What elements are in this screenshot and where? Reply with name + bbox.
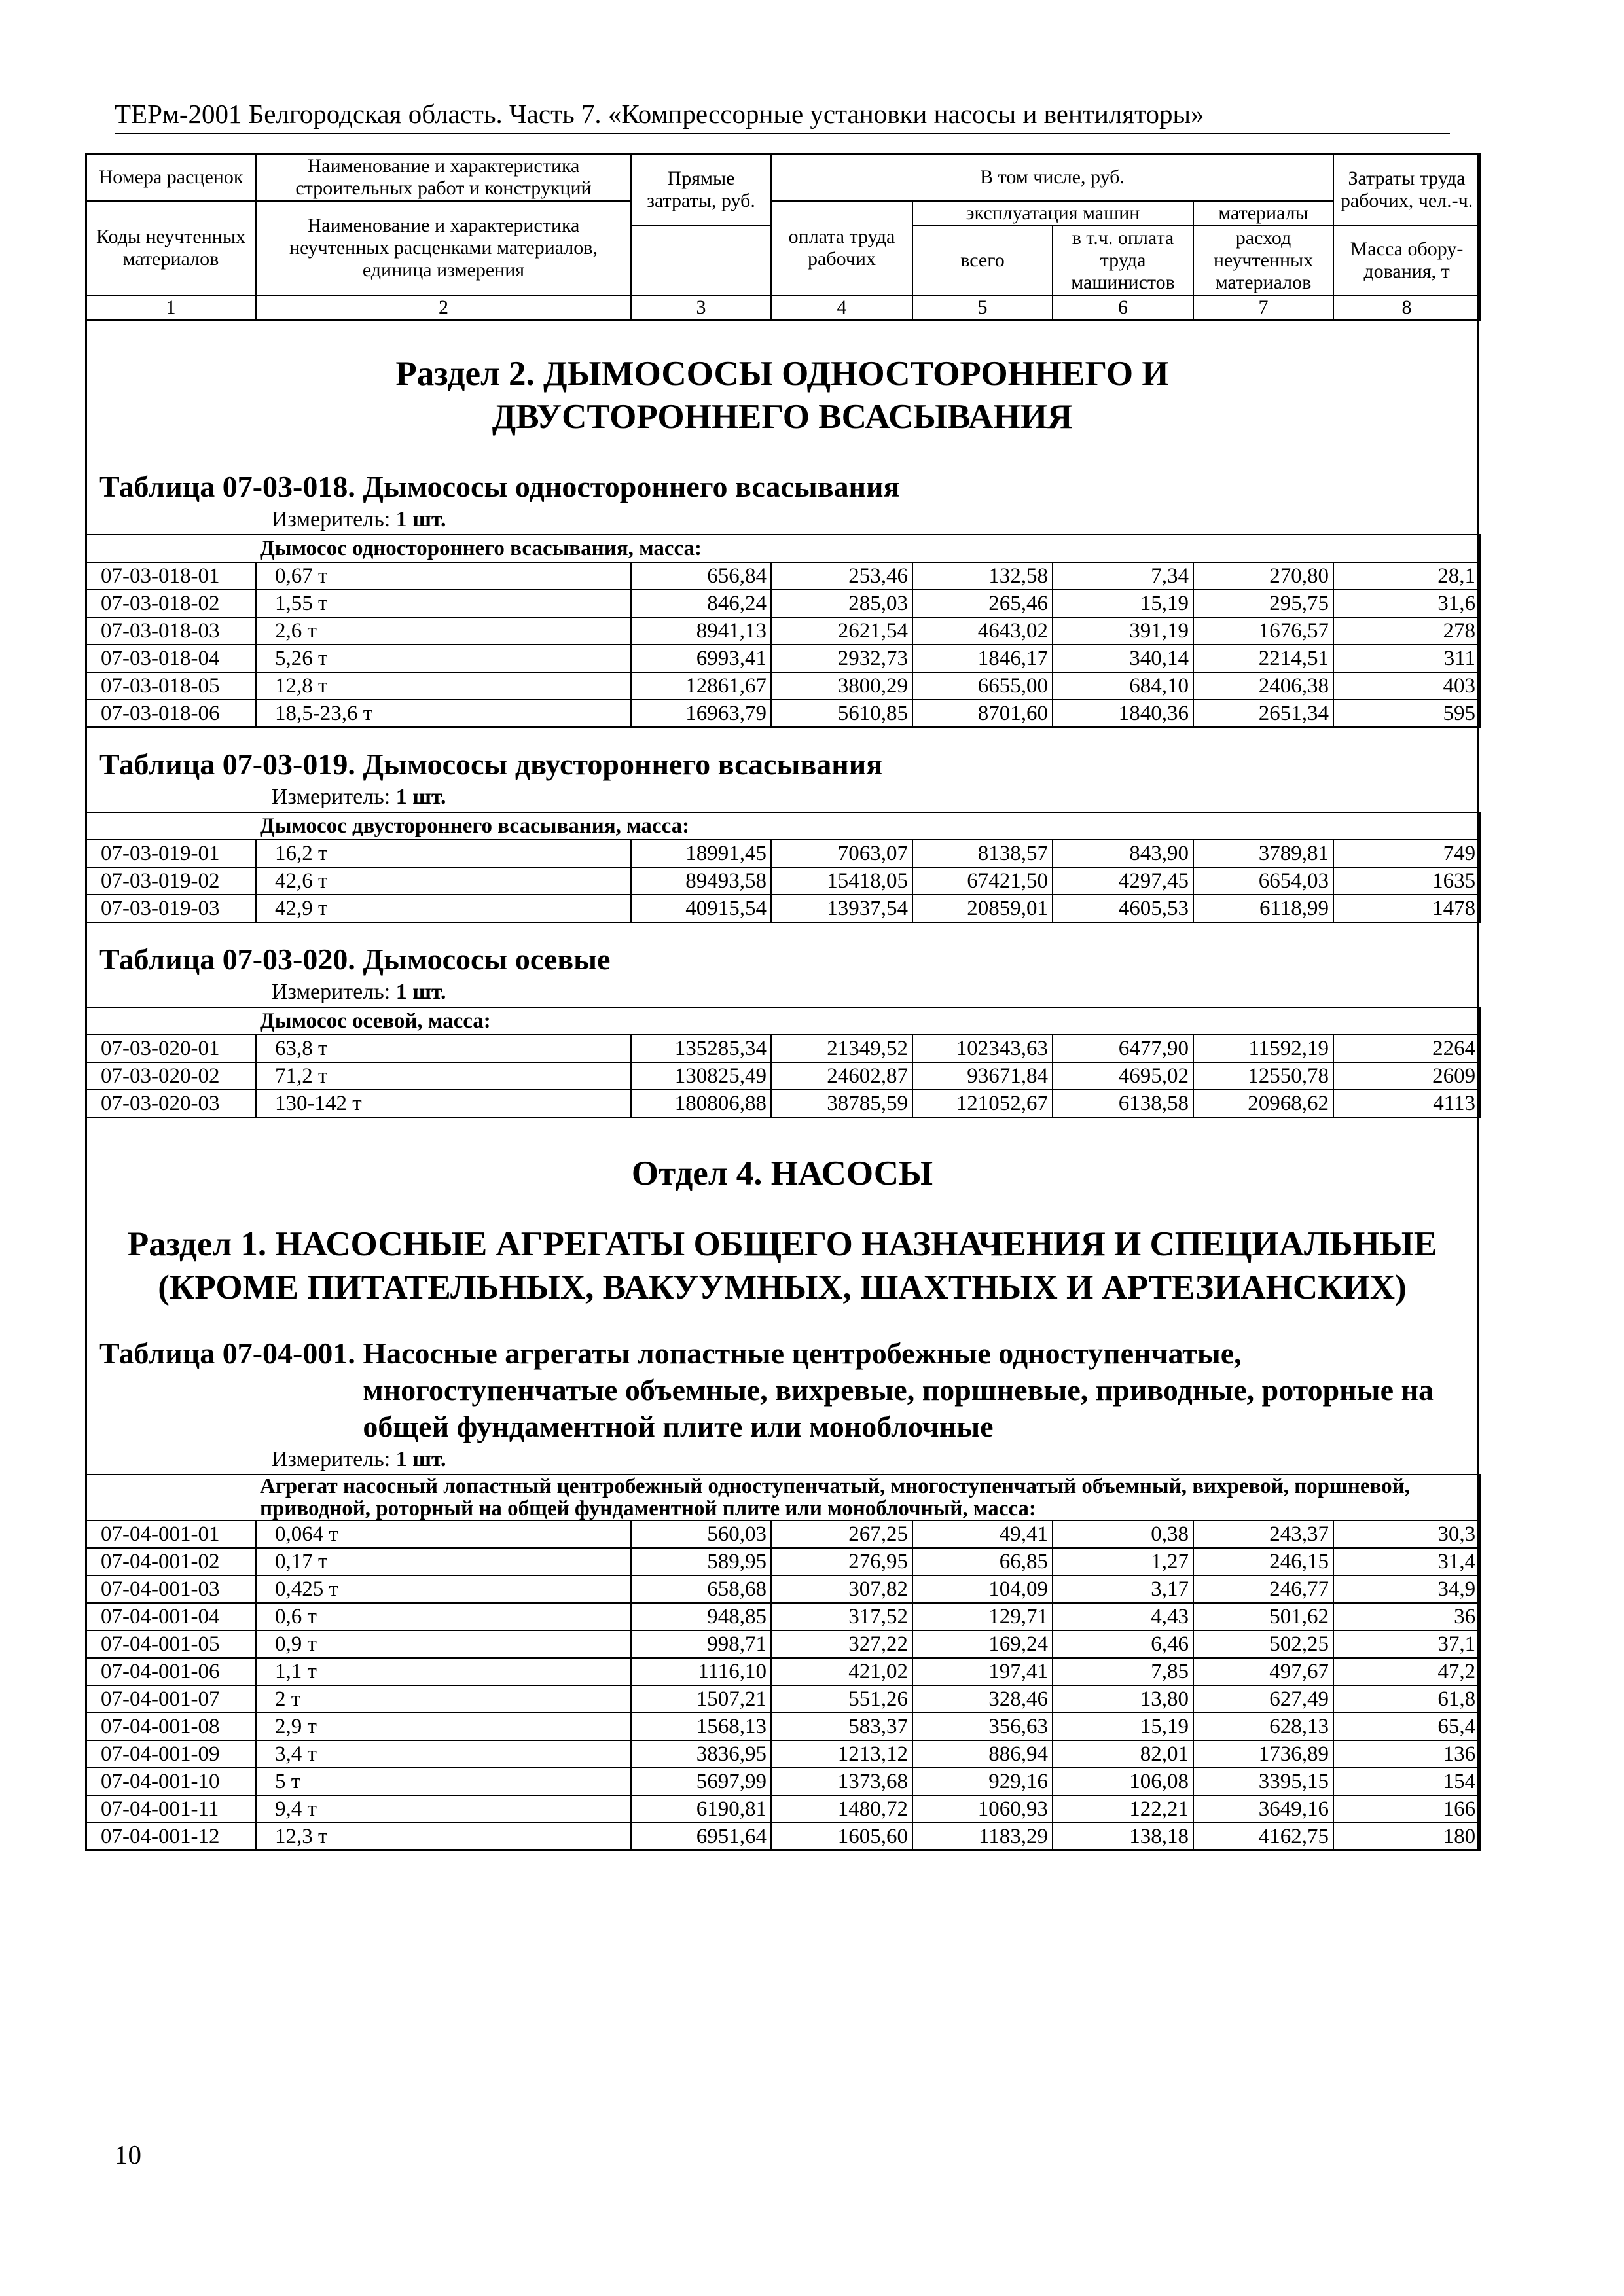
cell-c6: 13,80 — [1053, 1685, 1193, 1713]
table-row — [86, 1630, 1480, 1658]
col6-header: в т.ч. оплата труда машинистов — [1053, 226, 1193, 295]
cell-c4: 1213,12 — [771, 1740, 912, 1768]
machines-header: эксплуатация машин — [912, 201, 1193, 226]
cell-c6: 4605,53 — [1053, 895, 1193, 922]
cell-c7: 20968,62 — [1193, 1090, 1333, 1117]
cell-c5: 169,24 — [912, 1630, 1053, 1658]
cell-c4: 583,37 — [771, 1713, 912, 1740]
cell-code: 07-04-001-11 — [86, 1795, 256, 1823]
table-row — [86, 645, 1480, 672]
cell-code: 07-04-001-02 — [86, 1548, 256, 1575]
cell-c8: 278 — [1333, 617, 1480, 645]
cell-c7: 502,25 — [1193, 1630, 1333, 1658]
group-row-empty — [86, 812, 256, 840]
cell-c3: 16963,79 — [631, 700, 771, 727]
cell-c4: 7063,07 — [771, 840, 912, 867]
cell-c5: 121052,67 — [912, 1090, 1053, 1117]
cell-name: 2,9 т — [256, 1713, 631, 1740]
cell-c7: 627,49 — [1193, 1685, 1333, 1713]
unit-value: 1 шт. — [395, 507, 446, 531]
cell-c4: 276,95 — [771, 1548, 912, 1575]
cell-c5: 886,94 — [912, 1740, 1053, 1768]
cell-code: 07-04-001-07 — [86, 1685, 256, 1713]
cell-c3: 1568,13 — [631, 1713, 771, 1740]
unit-label: Измеритель: — [272, 1447, 391, 1471]
header-rule — [115, 133, 1450, 134]
cell-c7: 270,80 — [1193, 562, 1333, 590]
table-row — [86, 1685, 1480, 1713]
table-row — [86, 1520, 1480, 1548]
cell-name: 5,26 т — [256, 645, 631, 672]
table-row — [86, 895, 1480, 922]
cell-c5: 265,46 — [912, 590, 1053, 617]
cell-c4: 15418,05 — [771, 867, 912, 895]
cell-code: 07-03-018-05 — [86, 672, 256, 700]
group-label: Дымосос одностороннего всасывания, масса: — [260, 537, 702, 560]
cell-name: 5 т — [256, 1768, 631, 1795]
table-title — [85, 746, 1479, 783]
cell-c6: 4,43 — [1053, 1603, 1193, 1630]
cell-c5: 1846,17 — [912, 645, 1053, 672]
group-label-cell — [256, 812, 1480, 840]
cell-name: 12,3 т — [256, 1823, 631, 1850]
cell-name: 42,6 т — [256, 867, 631, 895]
cell-c7: 2406,38 — [1193, 672, 1333, 700]
cell-name: 1,55 т — [256, 590, 631, 617]
cell-c4: 5610,85 — [771, 700, 912, 727]
rates-table — [85, 1474, 1481, 1851]
section-title: Раздел 2. ДЫМОСОСЫ ОДНОСТОРОННЕГО И ДВУСТОРОННЕГО ВСАСЫВАНИЯ — [395, 355, 1169, 436]
cell-name: 12,8 т — [256, 672, 631, 700]
group-label: Агрегат насосный лопастный центробежный одноступенчатый, многоступенчатый объемный, вихревой, поршневой, приводной, роторный на общей фундаментной плите или моноблочный, масса: — [260, 1475, 1410, 1520]
cell-c5: 104,09 — [912, 1575, 1053, 1603]
table-row — [86, 617, 1480, 645]
cell-c6: 684,10 — [1053, 672, 1193, 700]
cell-c3: 6190,81 — [631, 1795, 771, 1823]
group-row — [86, 812, 1480, 840]
cell-name: 3,4 т — [256, 1740, 631, 1768]
cell-c6: 340,14 — [1053, 645, 1193, 672]
table-label: Таблица 07-03-020. — [99, 942, 355, 976]
table-row — [86, 672, 1480, 700]
cell-name: 71,2 т — [256, 1062, 631, 1090]
cell-code: 07-03-018-01 — [86, 562, 256, 590]
cell-c8: 34,9 — [1333, 1575, 1480, 1603]
table-row — [86, 1658, 1480, 1685]
col-number: 4 — [771, 295, 912, 320]
cell-c8: 36 — [1333, 1603, 1480, 1630]
table-row — [86, 1035, 1480, 1062]
col-number: 5 — [912, 295, 1053, 320]
cell-c3: 6993,41 — [631, 645, 771, 672]
table-label: Таблица 07-04-001. — [99, 1336, 355, 1370]
cell-c8: 154 — [1333, 1768, 1480, 1795]
unit-value: 1 шт. — [395, 785, 446, 809]
group-row — [86, 1475, 1480, 1520]
unit-label: Измеритель: — [272, 980, 391, 1004]
cell-c4: 13937,54 — [771, 895, 912, 922]
cell-c8: 180 — [1333, 1823, 1480, 1850]
cell-c4: 1480,72 — [771, 1795, 912, 1823]
cell-c8: 61,8 — [1333, 1685, 1480, 1713]
materials-header: материалы — [1193, 201, 1333, 226]
unit-label: Измеритель: — [272, 507, 391, 531]
table-row — [86, 1090, 1480, 1117]
cell-code: 07-04-001-03 — [86, 1575, 256, 1603]
cell-c6: 391,19 — [1053, 617, 1193, 645]
group-label: Дымосос осевой, масса: — [260, 1009, 491, 1033]
cell-code: 07-04-001-08 — [86, 1713, 256, 1740]
cell-c5: 929,16 — [912, 1768, 1053, 1795]
cell-c7: 3649,16 — [1193, 1795, 1333, 1823]
cell-code: 07-03-019-01 — [86, 840, 256, 867]
cell-name: 0,17 т — [256, 1548, 631, 1575]
cell-c3: 89493,58 — [631, 867, 771, 895]
unit-of-measure — [85, 505, 1479, 534]
cell-c3: 5697,99 — [631, 1768, 771, 1795]
cell-c8: 595 — [1333, 700, 1480, 727]
unit-of-measure — [85, 1445, 1479, 1474]
table-row — [86, 590, 1480, 617]
col-number: 6 — [1053, 295, 1193, 320]
cell-c4: 327,22 — [771, 1630, 912, 1658]
cell-c6: 122,21 — [1053, 1795, 1193, 1823]
table-label: Таблица 07-03-018. — [99, 470, 355, 503]
cell-c8: 37,1 — [1333, 1630, 1480, 1658]
cell-c5: 8701,60 — [912, 700, 1053, 727]
cell-name: 2 т — [256, 1685, 631, 1713]
cell-name: 0,9 т — [256, 1630, 631, 1658]
unit-value: 1 шт. — [395, 1447, 446, 1471]
table-row — [86, 1768, 1480, 1795]
cell-c8: 136 — [1333, 1740, 1480, 1768]
cell-c8: 749 — [1333, 840, 1480, 867]
cell-c5: 20859,01 — [912, 895, 1053, 922]
cell-c7: 6654,03 — [1193, 867, 1333, 895]
cell-name: 0,6 т — [256, 1603, 631, 1630]
group-label-cell — [256, 1007, 1480, 1035]
cell-c4: 38785,59 — [771, 1090, 912, 1117]
table-row — [86, 1713, 1480, 1740]
cell-c3: 1507,21 — [631, 1685, 771, 1713]
cell-c5: 102343,63 — [912, 1035, 1053, 1062]
cell-c4: 307,82 — [771, 1575, 912, 1603]
cell-c6: 82,01 — [1053, 1740, 1193, 1768]
cell-c7: 11592,19 — [1193, 1035, 1333, 1062]
table-row — [86, 1740, 1480, 1768]
table-row — [86, 1823, 1480, 1850]
cell-c5: 356,63 — [912, 1713, 1053, 1740]
column-header-table — [85, 153, 1481, 321]
cell-code: 07-04-001-06 — [86, 1658, 256, 1685]
cell-c6: 138,18 — [1053, 1823, 1193, 1850]
cell-c4: 3800,29 — [771, 672, 912, 700]
cell-c4: 24602,87 — [771, 1062, 912, 1090]
cell-c7: 628,13 — [1193, 1713, 1333, 1740]
group-row-empty — [86, 1007, 256, 1035]
table-row — [86, 1575, 1480, 1603]
col2-header-top: Наименование и характеристика строительных работ и конструкций — [256, 154, 631, 201]
cell-c7: 6118,99 — [1193, 895, 1333, 922]
cell-code: 07-04-001-04 — [86, 1603, 256, 1630]
group-row — [86, 1007, 1480, 1035]
cell-c6: 106,08 — [1053, 1768, 1193, 1795]
cell-c7: 3395,15 — [1193, 1768, 1333, 1795]
section-title: Раздел 1. НАСОСНЫЕ АГРЕГАТЫ ОБЩЕГО НАЗНАЧЕНИЯ И СПЕЦИАЛЬНЫЕ (КРОМЕ ПИТАТЕЛЬНЫХ, ВАКУУМНЫХ, ШАХТНЫХ И АРТЕЗИАНСКИХ) — [127, 1225, 1437, 1306]
col8-header-top: Затраты труда рабочих, чел.-ч. — [1333, 154, 1480, 226]
cell-code: 07-03-020-02 — [86, 1062, 256, 1090]
cell-c4: 285,03 — [771, 590, 912, 617]
cell-c6: 1,27 — [1053, 1548, 1193, 1575]
cell-c7: 3789,81 — [1193, 840, 1333, 867]
cell-c4: 317,52 — [771, 1603, 912, 1630]
cell-c3: 658,68 — [631, 1575, 771, 1603]
table-row — [86, 840, 1480, 867]
cell-c8: 166 — [1333, 1795, 1480, 1823]
cell-c3: 1116,10 — [631, 1658, 771, 1685]
cell-c4: 253,46 — [771, 562, 912, 590]
rates-table — [85, 1007, 1481, 1118]
cell-c5: 93671,84 — [912, 1062, 1053, 1090]
cell-code: 07-03-020-03 — [86, 1090, 256, 1117]
cell-c4: 1605,60 — [771, 1823, 912, 1850]
cell-c3: 846,24 — [631, 590, 771, 617]
cell-c3: 560,03 — [631, 1520, 771, 1548]
cell-c6: 15,19 — [1053, 1713, 1193, 1740]
cell-c8: 4113 — [1333, 1090, 1480, 1117]
cell-c6: 3,17 — [1053, 1575, 1193, 1603]
col1-header-top: Номера расценок — [86, 154, 256, 201]
col-number: 7 — [1193, 295, 1333, 320]
table-caption: Дымососы двустороннего всасывания — [363, 747, 883, 781]
table-title — [85, 469, 1479, 505]
cell-name: 0,064 т — [256, 1520, 631, 1548]
cell-c6: 7,34 — [1053, 562, 1193, 590]
table-row — [86, 1062, 1480, 1090]
cell-c5: 328,46 — [912, 1685, 1053, 1713]
col3-header-spacer — [631, 226, 771, 295]
cell-code: 07-03-018-02 — [86, 590, 256, 617]
cell-name: 16,2 т — [256, 840, 631, 867]
cell-c6: 843,90 — [1053, 840, 1193, 867]
cell-c7: 243,37 — [1193, 1520, 1333, 1548]
cell-c5: 197,41 — [912, 1658, 1053, 1685]
cell-c3: 589,95 — [631, 1548, 771, 1575]
cell-c8: 30,3 — [1333, 1520, 1480, 1548]
cell-c3: 180806,88 — [631, 1090, 771, 1117]
table-caption: Дымососы одностороннего всасывания — [363, 470, 900, 503]
cell-code: 07-03-018-03 — [86, 617, 256, 645]
cell-c5: 1060,93 — [912, 1795, 1053, 1823]
cell-c4: 2621,54 — [771, 617, 912, 645]
cell-name: 2,6 т — [256, 617, 631, 645]
cell-code: 07-03-019-03 — [86, 895, 256, 922]
cell-c8: 28,1 — [1333, 562, 1480, 590]
cell-c7: 2214,51 — [1193, 645, 1333, 672]
cell-name: 9,4 т — [256, 1795, 631, 1823]
cell-c3: 130825,49 — [631, 1062, 771, 1090]
cell-c5: 129,71 — [912, 1603, 1053, 1630]
running-header: ТЕРм-2001 Белгородская область. Часть 7. «Компрессорные установки насосы и вентиляторы» — [115, 99, 1204, 129]
table-row — [86, 1603, 1480, 1630]
cell-c8: 31,6 — [1333, 590, 1480, 617]
cell-name: 130-142 т — [256, 1090, 631, 1117]
cell-c3: 998,71 — [631, 1630, 771, 1658]
cell-c3: 12861,67 — [631, 672, 771, 700]
cell-c7: 1736,89 — [1193, 1740, 1333, 1768]
col-number: 2 — [256, 295, 631, 320]
cell-c5: 66,85 — [912, 1548, 1053, 1575]
cell-c8: 1635 — [1333, 867, 1480, 895]
cell-c5: 1183,29 — [912, 1823, 1053, 1850]
cell-c6: 6477,90 — [1053, 1035, 1193, 1062]
cell-c3: 18991,45 — [631, 840, 771, 867]
group-row-empty — [86, 1475, 256, 1520]
cell-name: 42,9 т — [256, 895, 631, 922]
col3-header: Прямые затраты, руб. — [631, 154, 771, 226]
cell-c6: 4297,45 — [1053, 867, 1193, 895]
cell-c7: 4162,75 — [1193, 1823, 1333, 1850]
cell-c7: 246,15 — [1193, 1548, 1333, 1575]
cell-c3: 40915,54 — [631, 895, 771, 922]
cell-c4: 21349,52 — [771, 1035, 912, 1062]
col-number: 3 — [631, 295, 771, 320]
cell-c8: 31,4 — [1333, 1548, 1480, 1575]
cell-code: 07-03-019-02 — [86, 867, 256, 895]
rates-table — [85, 534, 1481, 728]
cell-c3: 6951,64 — [631, 1823, 771, 1850]
cell-c5: 132,58 — [912, 562, 1053, 590]
group-label: Дымосос двустороннего всасывания, масса: — [260, 814, 690, 838]
cell-c6: 4695,02 — [1053, 1062, 1193, 1090]
cell-name: 18,5-23,6 т — [256, 700, 631, 727]
table-row — [86, 1548, 1480, 1575]
cell-c4: 267,25 — [771, 1520, 912, 1548]
group-row — [86, 535, 1480, 562]
cell-c8: 2264 — [1333, 1035, 1480, 1062]
cell-c3: 3836,95 — [631, 1740, 771, 1768]
cell-c3: 948,85 — [631, 1603, 771, 1630]
cell-name: 1,1 т — [256, 1658, 631, 1685]
cell-c6: 0,38 — [1053, 1520, 1193, 1548]
cell-c8: 1478 — [1333, 895, 1480, 922]
cell-c3: 8941,13 — [631, 617, 771, 645]
cell-c8: 311 — [1333, 645, 1480, 672]
cell-c5: 4643,02 — [912, 617, 1053, 645]
col7-header: расход неучтенных материалов — [1193, 226, 1333, 295]
main-content — [85, 153, 1479, 1851]
group-row-empty — [86, 535, 256, 562]
table-row — [86, 562, 1480, 590]
division-title: Отдел 4. НАСОСЫ — [631, 1155, 933, 1193]
cell-c5: 8138,57 — [912, 840, 1053, 867]
cell-c3: 135285,34 — [631, 1035, 771, 1062]
cell-c5: 49,41 — [912, 1520, 1053, 1548]
table-row — [86, 700, 1480, 727]
rates-table — [85, 812, 1481, 923]
cell-c6: 6,46 — [1053, 1630, 1193, 1658]
cell-c4: 2932,73 — [771, 645, 912, 672]
cell-code: 07-04-001-10 — [86, 1768, 256, 1795]
cell-c4: 551,26 — [771, 1685, 912, 1713]
cell-name: 0,67 т — [256, 562, 631, 590]
cell-c5: 6655,00 — [912, 672, 1053, 700]
cell-c7: 2651,34 — [1193, 700, 1333, 727]
cell-code: 07-03-018-04 — [86, 645, 256, 672]
group-label-cell — [256, 535, 1480, 562]
cell-code: 07-03-018-06 — [86, 700, 256, 727]
col1-header-bottom: Коды неучтенных материалов — [86, 201, 256, 295]
group-label-cell — [256, 1475, 1480, 1520]
unit-of-measure — [85, 978, 1479, 1007]
table-title — [85, 1335, 1479, 1445]
cell-code: 07-04-001-05 — [86, 1630, 256, 1658]
cell-c6: 1840,36 — [1053, 700, 1193, 727]
table-caption: Насосные агрегаты лопастные центробежные одноступенчатые, многоступенчатые объемные, вихревые, поршневые, приводные, роторные на общей фундаментной плите или моноблочные — [363, 1336, 1434, 1443]
table-caption: Дымососы осевые — [363, 942, 611, 976]
cell-name: 0,425 т — [256, 1575, 631, 1603]
cell-c7: 12550,78 — [1193, 1062, 1333, 1090]
cell-code: 07-04-001-12 — [86, 1823, 256, 1850]
cell-c4: 421,02 — [771, 1658, 912, 1685]
unit-of-measure — [85, 783, 1479, 812]
cell-c8: 47,2 — [1333, 1658, 1480, 1685]
cell-c7: 246,77 — [1193, 1575, 1333, 1603]
cell-c4: 1373,68 — [771, 1768, 912, 1795]
cell-c8: 2609 — [1333, 1062, 1480, 1090]
cell-code: 07-04-001-09 — [86, 1740, 256, 1768]
table-label: Таблица 07-03-019. — [99, 747, 355, 781]
cell-c8: 403 — [1333, 672, 1480, 700]
cell-c6: 15,19 — [1053, 590, 1193, 617]
cell-code: 07-03-020-01 — [86, 1035, 256, 1062]
cell-c7: 497,67 — [1193, 1658, 1333, 1685]
cell-c7: 501,62 — [1193, 1603, 1333, 1630]
col5-header: всего — [912, 226, 1053, 295]
table-title — [85, 941, 1479, 978]
table-row — [86, 867, 1480, 895]
page-number: 10 — [115, 2140, 141, 2170]
cell-c3: 656,84 — [631, 562, 771, 590]
col4-header: оплата труда рабочих — [771, 201, 912, 295]
cell-c6: 6138,58 — [1053, 1090, 1193, 1117]
col-number: 8 — [1333, 295, 1480, 320]
unit-label: Измеритель: — [272, 785, 391, 809]
cell-c6: 7,85 — [1053, 1658, 1193, 1685]
cell-c8: 65,4 — [1333, 1713, 1480, 1740]
col2-header-bottom: Наименование и характеристика неучтенных расценками материалов, единица измерения — [256, 201, 631, 295]
cell-c5: 67421,50 — [912, 867, 1053, 895]
included-header: В том числе, руб. — [771, 154, 1333, 201]
unit-value: 1 шт. — [395, 980, 446, 1004]
cell-code: 07-04-001-01 — [86, 1520, 256, 1548]
col-number: 1 — [86, 295, 256, 320]
cell-c7: 1676,57 — [1193, 617, 1333, 645]
cell-c7: 295,75 — [1193, 590, 1333, 617]
col8-header-bottom: Масса обору-дования, т — [1333, 226, 1480, 295]
cell-name: 63,8 т — [256, 1035, 631, 1062]
table-row — [86, 1795, 1480, 1823]
